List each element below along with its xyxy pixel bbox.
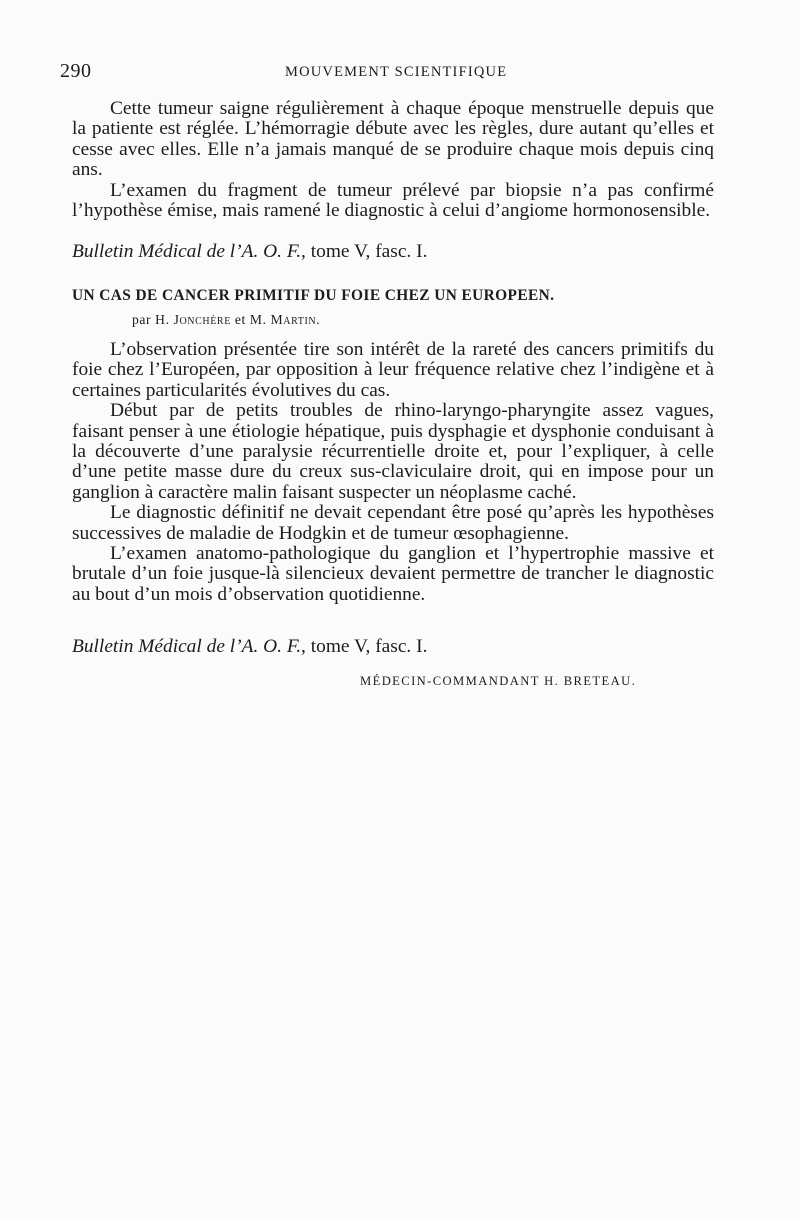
article-text xyxy=(72,340,714,605)
source-citation xyxy=(72,241,427,263)
paragraph: L’examen anatomo-pathologique du ganglion et l’hypertrophie massive et brutale d’un foie jusque-là silencieux devaient permettre de trancher le diagnostic au bout d’un mois d’observation quotidienne. xyxy=(72,543,714,605)
paragraph: Début par de petits troubles de rhino-laryngo-pharyngite assez vagues, faisant penser à une étiologie hépatique, puis dysphagie et dysphonie conduisant à la découverte d’une paralysie récurrentielle droite et, pour l’expliquer, à celle d’une petite masse dure du creux sus-claviculaire droit, qui en impose pour un ganglion à caractère malin faisant suspecter un néoplasme caché. xyxy=(72,400,714,503)
paragraph: L’examen du fragment de tumeur prélevé par biopsie n’a pas confirmé l’hypothèse émise, mais ramené le diagnostic à celui d’angiome hormonosensible. xyxy=(72,179,714,222)
author-signature: MÉDECIN-COMMANDANT H. BRETEAU. xyxy=(360,674,637,688)
paragraph: Le diagnostic définitif ne devait cependant être posé qu’après les hypothèses successives de maladie de Hodgkin et de tumeur œsophagienne. xyxy=(72,502,714,544)
source-journal: Bulletin Médical de l’A. O. F. xyxy=(72,636,302,657)
article-title: UN CAS DE CANCER PRIMITIF DU FOIE CHEZ UN EUROPEEN. xyxy=(72,287,555,304)
authors-connector: et xyxy=(234,312,246,327)
author-name: H. Jonchère xyxy=(155,312,231,327)
paragraph: Cette tumeur saigne régulièrement à chaque époque menstruelle depuis que la patiente est réglée. L’hémorragie débute avec les règles, dure autant qu’elles et cesse avec elles. Elle n’a jamais manqué de se produire chaque mois depuis cinq ans. xyxy=(72,98,714,181)
source-volume: , tome V, fasc. I. xyxy=(301,241,428,262)
source-volume: , tome V, fasc. I. xyxy=(301,636,428,657)
page-header xyxy=(60,60,720,84)
author-name: M. Martin. xyxy=(249,312,321,327)
source-journal: Bulletin Médical de l’A. O. F. xyxy=(72,241,302,262)
source-citation xyxy=(72,636,427,658)
article-authors xyxy=(132,312,320,328)
paragraph: L’observation présentée tire son intérêt de la rareté des cancers primitifs du foie chez l’Européen, par opposition à leur fréquence relative chez l’indigène et à certaines particularités évolutives du cas. xyxy=(72,339,714,401)
running-head: MOUVEMENT SCIENTIFIQUE xyxy=(285,64,508,80)
section-1-text xyxy=(72,99,714,221)
page-number: 290 xyxy=(60,60,92,82)
authors-prefix: par xyxy=(132,312,152,327)
